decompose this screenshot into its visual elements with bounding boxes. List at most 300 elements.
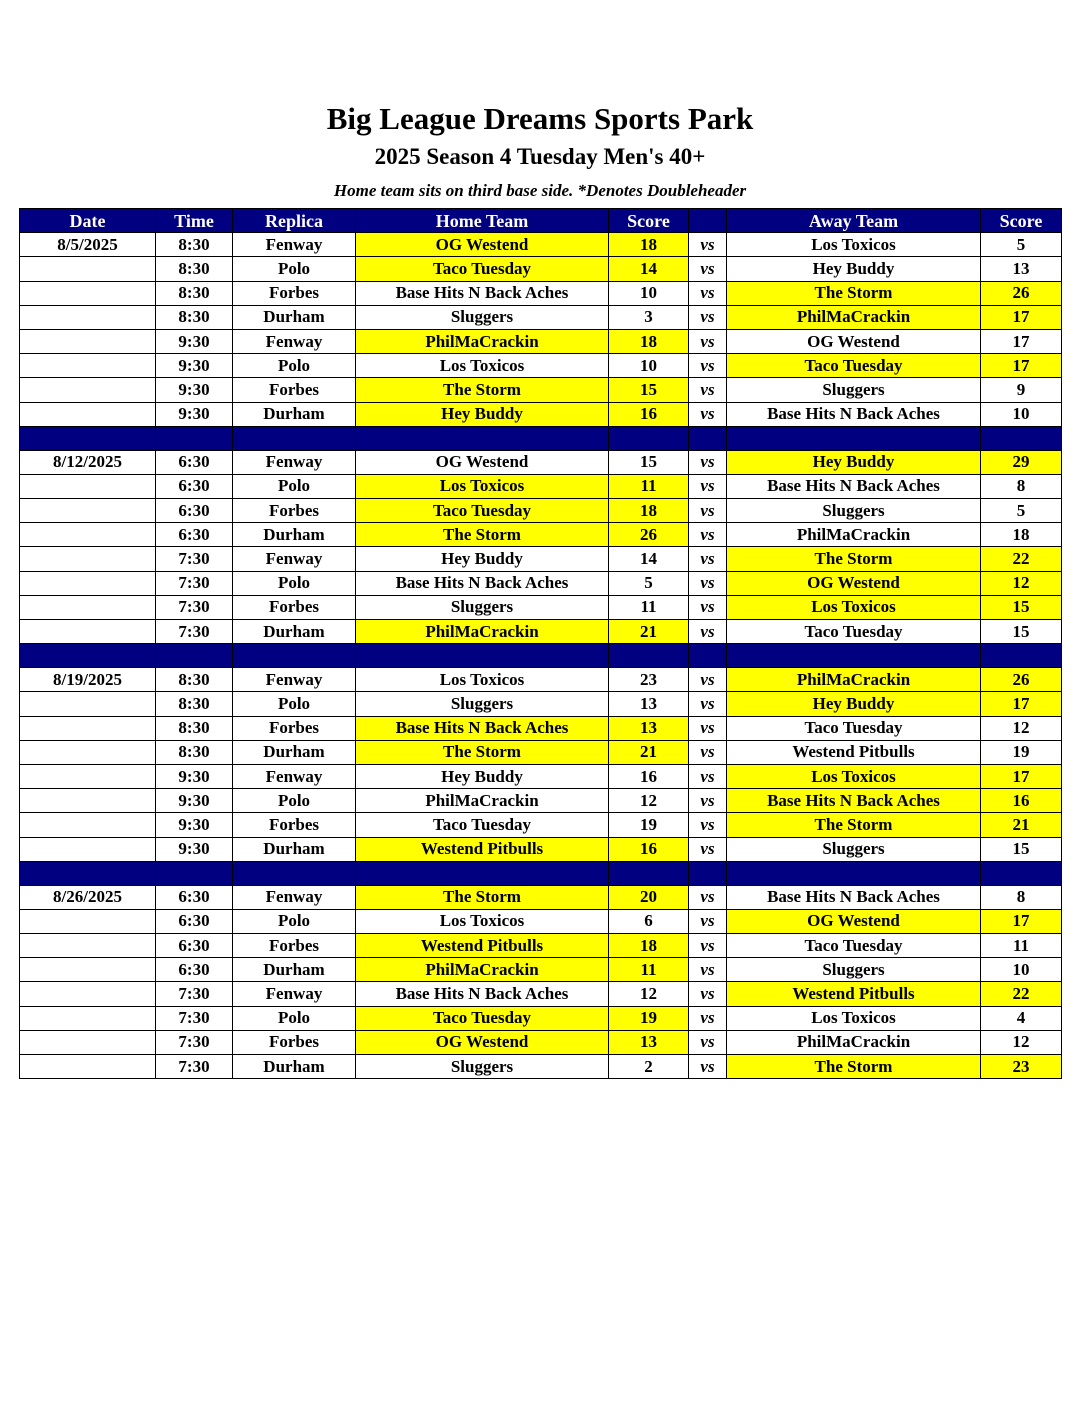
away-score: 21	[981, 813, 1062, 837]
schedule-body	[20, 233, 1062, 1079]
game-row	[20, 740, 1062, 764]
home-score: 13	[609, 692, 689, 716]
vs-label: vs	[689, 716, 727, 740]
game-replica: Fenway	[233, 764, 356, 788]
home-score: 13	[609, 1030, 689, 1054]
game-date	[20, 909, 156, 933]
away-score: 17	[981, 329, 1062, 353]
away-score: 17	[981, 305, 1062, 329]
vs-label: vs	[689, 789, 727, 813]
game-date	[20, 523, 156, 547]
vs-label: vs	[689, 595, 727, 619]
game-date	[20, 692, 156, 716]
home-score: 21	[609, 740, 689, 764]
game-row	[20, 668, 1062, 692]
game-replica: Polo	[233, 571, 356, 595]
away-team: PhilMaCrackin	[727, 1030, 981, 1054]
game-row	[20, 982, 1062, 1006]
game-replica: Polo	[233, 692, 356, 716]
home-team: OG Westend	[356, 233, 609, 257]
game-row	[20, 1006, 1062, 1030]
game-row	[20, 329, 1062, 353]
home-score: 16	[609, 402, 689, 426]
separator-cell	[20, 861, 156, 885]
game-replica: Polo	[233, 474, 356, 498]
away-team: Base Hits N Back Aches	[727, 789, 981, 813]
home-team: Westend Pitbulls	[356, 934, 609, 958]
game-time: 6:30	[156, 909, 233, 933]
game-date	[20, 620, 156, 644]
home-score: 11	[609, 958, 689, 982]
separator-cell	[233, 644, 356, 668]
separator-cell	[609, 644, 689, 668]
game-replica: Fenway	[233, 329, 356, 353]
game-date	[20, 1006, 156, 1030]
away-team: Base Hits N Back Aches	[727, 402, 981, 426]
game-row	[20, 281, 1062, 305]
game-date	[20, 378, 156, 402]
vs-label: vs	[689, 354, 727, 378]
away-team: OG Westend	[727, 571, 981, 595]
away-score: 5	[981, 233, 1062, 257]
game-time: 8:30	[156, 668, 233, 692]
game-time: 6:30	[156, 958, 233, 982]
game-time: 8:30	[156, 257, 233, 281]
game-replica: Fenway	[233, 885, 356, 909]
home-team: PhilMaCrackin	[356, 958, 609, 982]
game-row	[20, 620, 1062, 644]
home-team: The Storm	[356, 740, 609, 764]
game-row	[20, 354, 1062, 378]
separator-cell	[609, 861, 689, 885]
game-replica: Durham	[233, 1055, 356, 1079]
game-replica: Forbes	[233, 595, 356, 619]
vs-label: vs	[689, 885, 727, 909]
vs-label: vs	[689, 1055, 727, 1079]
game-date	[20, 716, 156, 740]
separator-cell	[727, 861, 981, 885]
away-score: 26	[981, 668, 1062, 692]
game-date	[20, 329, 156, 353]
game-date	[20, 474, 156, 498]
away-score: 12	[981, 571, 1062, 595]
separator-cell	[233, 861, 356, 885]
home-score: 16	[609, 764, 689, 788]
col-header-away-score: Score	[981, 209, 1062, 233]
home-team: Los Toxicos	[356, 474, 609, 498]
home-team: The Storm	[356, 885, 609, 909]
away-team: Base Hits N Back Aches	[727, 474, 981, 498]
away-team: PhilMaCrackin	[727, 305, 981, 329]
vs-label: vs	[689, 523, 727, 547]
home-team: Taco Tuesday	[356, 499, 609, 523]
game-replica: Forbes	[233, 378, 356, 402]
week-separator-row	[20, 644, 1062, 668]
away-team: Sluggers	[727, 837, 981, 861]
game-row	[20, 305, 1062, 329]
vs-label: vs	[689, 571, 727, 595]
game-time: 7:30	[156, 1055, 233, 1079]
game-date	[20, 1055, 156, 1079]
separator-cell	[156, 426, 233, 450]
vs-label: vs	[689, 764, 727, 788]
col-header-date: Date	[20, 209, 156, 233]
home-score: 14	[609, 257, 689, 281]
home-team: Taco Tuesday	[356, 1006, 609, 1030]
home-team: Base Hits N Back Aches	[356, 982, 609, 1006]
away-team: Hey Buddy	[727, 692, 981, 716]
away-team: OG Westend	[727, 329, 981, 353]
separator-cell	[981, 426, 1062, 450]
game-time: 9:30	[156, 329, 233, 353]
game-date	[20, 764, 156, 788]
vs-label: vs	[689, 813, 727, 837]
home-team: Base Hits N Back Aches	[356, 571, 609, 595]
vs-label: vs	[689, 281, 727, 305]
game-row	[20, 499, 1062, 523]
col-header-home-score: Score	[609, 209, 689, 233]
game-date	[20, 499, 156, 523]
away-score: 22	[981, 982, 1062, 1006]
week-separator-row	[20, 861, 1062, 885]
home-team: The Storm	[356, 523, 609, 547]
game-date: 8/12/2025	[20, 450, 156, 474]
away-score: 13	[981, 257, 1062, 281]
game-replica: Durham	[233, 402, 356, 426]
separator-cell	[689, 861, 727, 885]
week-separator-row	[20, 426, 1062, 450]
away-team: Westend Pitbulls	[727, 982, 981, 1006]
away-score: 5	[981, 499, 1062, 523]
separator-cell	[356, 861, 609, 885]
home-team: The Storm	[356, 378, 609, 402]
game-date	[20, 595, 156, 619]
vs-label: vs	[689, 402, 727, 426]
away-score: 17	[981, 909, 1062, 933]
away-team: PhilMaCrackin	[727, 523, 981, 547]
game-row	[20, 837, 1062, 861]
separator-cell	[156, 644, 233, 668]
vs-label: vs	[689, 837, 727, 861]
away-score: 17	[981, 354, 1062, 378]
home-score: 15	[609, 450, 689, 474]
game-row	[20, 233, 1062, 257]
separator-cell	[20, 426, 156, 450]
vs-label: vs	[689, 499, 727, 523]
away-team: The Storm	[727, 281, 981, 305]
page-title: Big League Dreams Sports Park	[326, 101, 754, 136]
game-row	[20, 523, 1062, 547]
game-replica: Polo	[233, 1006, 356, 1030]
col-header-time: Time	[156, 209, 233, 233]
game-time: 6:30	[156, 934, 233, 958]
game-row	[20, 789, 1062, 813]
home-score: 18	[609, 233, 689, 257]
home-team: Los Toxicos	[356, 354, 609, 378]
vs-label: vs	[689, 257, 727, 281]
game-row	[20, 402, 1062, 426]
game-row	[20, 474, 1062, 498]
game-row	[20, 378, 1062, 402]
vs-label: vs	[689, 547, 727, 571]
separator-cell	[689, 644, 727, 668]
game-row	[20, 692, 1062, 716]
separator-cell	[20, 644, 156, 668]
game-time: 7:30	[156, 547, 233, 571]
away-team: Sluggers	[727, 378, 981, 402]
table-header-row	[20, 209, 1062, 233]
home-team: Los Toxicos	[356, 909, 609, 933]
away-team: Sluggers	[727, 499, 981, 523]
game-replica: Durham	[233, 837, 356, 861]
home-score: 3	[609, 305, 689, 329]
separator-cell	[727, 426, 981, 450]
game-time: 7:30	[156, 982, 233, 1006]
home-team: Hey Buddy	[356, 402, 609, 426]
home-score: 11	[609, 474, 689, 498]
vs-label: vs	[689, 982, 727, 1006]
game-time: 9:30	[156, 402, 233, 426]
away-team: Los Toxicos	[727, 595, 981, 619]
away-team: Taco Tuesday	[727, 354, 981, 378]
game-time: 7:30	[156, 1030, 233, 1054]
col-header-replica: Replica	[233, 209, 356, 233]
away-score: 8	[981, 885, 1062, 909]
game-time: 6:30	[156, 499, 233, 523]
game-replica: Fenway	[233, 450, 356, 474]
away-team: PhilMaCrackin	[727, 668, 981, 692]
home-score: 12	[609, 982, 689, 1006]
away-score: 17	[981, 764, 1062, 788]
home-team: PhilMaCrackin	[356, 329, 609, 353]
game-date: 8/19/2025	[20, 668, 156, 692]
home-score: 14	[609, 547, 689, 571]
away-score: 12	[981, 1030, 1062, 1054]
home-team: Sluggers	[356, 305, 609, 329]
away-team: Taco Tuesday	[727, 620, 981, 644]
game-time: 8:30	[156, 740, 233, 764]
separator-cell	[156, 861, 233, 885]
game-row	[20, 885, 1062, 909]
col-header-vs	[689, 209, 727, 233]
away-score: 19	[981, 740, 1062, 764]
game-date	[20, 402, 156, 426]
away-score: 23	[981, 1055, 1062, 1079]
game-row	[20, 716, 1062, 740]
game-replica: Durham	[233, 523, 356, 547]
away-team: The Storm	[727, 813, 981, 837]
vs-label: vs	[689, 1030, 727, 1054]
home-team: Base Hits N Back Aches	[356, 716, 609, 740]
game-row	[20, 547, 1062, 571]
game-row	[20, 909, 1062, 933]
home-score: 6	[609, 909, 689, 933]
game-date: 8/26/2025	[20, 885, 156, 909]
away-team: Taco Tuesday	[727, 934, 981, 958]
game-time: 7:30	[156, 1006, 233, 1030]
schedule-note: Home team sits on third base side. *Denotes Doubleheader	[333, 181, 747, 200]
home-team: Base Hits N Back Aches	[356, 281, 609, 305]
game-row	[20, 813, 1062, 837]
vs-label: vs	[689, 1006, 727, 1030]
vs-label: vs	[689, 305, 727, 329]
game-row	[20, 958, 1062, 982]
game-time: 9:30	[156, 837, 233, 861]
vs-label: vs	[689, 474, 727, 498]
game-replica: Fenway	[233, 233, 356, 257]
away-score: 12	[981, 716, 1062, 740]
away-score: 10	[981, 402, 1062, 426]
game-date	[20, 958, 156, 982]
game-replica: Polo	[233, 257, 356, 281]
vs-label: vs	[689, 450, 727, 474]
home-score: 19	[609, 813, 689, 837]
game-time: 9:30	[156, 354, 233, 378]
away-team: Base Hits N Back Aches	[727, 885, 981, 909]
vs-label: vs	[689, 934, 727, 958]
away-team: Hey Buddy	[727, 257, 981, 281]
home-score: 16	[609, 837, 689, 861]
game-time: 9:30	[156, 378, 233, 402]
home-team: Hey Buddy	[356, 547, 609, 571]
separator-cell	[233, 426, 356, 450]
away-score: 15	[981, 837, 1062, 861]
separator-cell	[356, 644, 609, 668]
game-date	[20, 305, 156, 329]
home-score: 23	[609, 668, 689, 692]
game-date	[20, 257, 156, 281]
game-date	[20, 354, 156, 378]
home-team: OG Westend	[356, 450, 609, 474]
away-score: 8	[981, 474, 1062, 498]
game-time: 6:30	[156, 523, 233, 547]
game-time: 9:30	[156, 764, 233, 788]
game-replica: Durham	[233, 305, 356, 329]
game-time: 9:30	[156, 789, 233, 813]
home-team: Sluggers	[356, 692, 609, 716]
game-date	[20, 1030, 156, 1054]
game-date	[20, 982, 156, 1006]
away-score: 26	[981, 281, 1062, 305]
game-row	[20, 450, 1062, 474]
separator-cell	[689, 426, 727, 450]
vs-label: vs	[689, 620, 727, 644]
home-score: 18	[609, 499, 689, 523]
home-score: 18	[609, 329, 689, 353]
separator-cell	[981, 861, 1062, 885]
col-header-home-team: Home Team	[356, 209, 609, 233]
away-team: Sluggers	[727, 958, 981, 982]
home-score: 26	[609, 523, 689, 547]
game-time: 8:30	[156, 281, 233, 305]
home-score: 2	[609, 1055, 689, 1079]
vs-label: vs	[689, 233, 727, 257]
game-replica: Forbes	[233, 1030, 356, 1054]
page-subtitle: 2025 Season 4 Tuesday Men's 40+	[374, 144, 706, 169]
away-team: Los Toxicos	[727, 1006, 981, 1030]
away-team: Westend Pitbulls	[727, 740, 981, 764]
game-date	[20, 837, 156, 861]
game-date	[20, 571, 156, 595]
game-replica: Forbes	[233, 281, 356, 305]
separator-cell	[727, 644, 981, 668]
away-score: 15	[981, 620, 1062, 644]
game-replica: Fenway	[233, 547, 356, 571]
home-score: 5	[609, 571, 689, 595]
game-row	[20, 764, 1062, 788]
away-score: 17	[981, 692, 1062, 716]
home-team: Sluggers	[356, 595, 609, 619]
away-team: The Storm	[727, 1055, 981, 1079]
home-score: 10	[609, 354, 689, 378]
game-replica: Forbes	[233, 716, 356, 740]
game-replica: Durham	[233, 620, 356, 644]
home-score: 21	[609, 620, 689, 644]
vs-label: vs	[689, 692, 727, 716]
vs-label: vs	[689, 958, 727, 982]
game-replica: Forbes	[233, 934, 356, 958]
separator-cell	[981, 644, 1062, 668]
game-time: 6:30	[156, 450, 233, 474]
vs-label: vs	[689, 329, 727, 353]
game-time: 7:30	[156, 620, 233, 644]
game-replica: Polo	[233, 354, 356, 378]
game-replica: Durham	[233, 740, 356, 764]
away-team: Hey Buddy	[727, 450, 981, 474]
away-team: Los Toxicos	[727, 233, 981, 257]
game-row	[20, 257, 1062, 281]
away-team: OG Westend	[727, 909, 981, 933]
home-team: PhilMaCrackin	[356, 620, 609, 644]
home-score: 15	[609, 378, 689, 402]
game-replica: Polo	[233, 909, 356, 933]
game-row	[20, 595, 1062, 619]
game-replica: Fenway	[233, 982, 356, 1006]
away-team: The Storm	[727, 547, 981, 571]
game-row	[20, 571, 1062, 595]
col-header-away-team: Away Team	[727, 209, 981, 233]
game-date	[20, 547, 156, 571]
away-score: 29	[981, 450, 1062, 474]
home-score: 20	[609, 885, 689, 909]
vs-label: vs	[689, 378, 727, 402]
game-time: 6:30	[156, 885, 233, 909]
away-score: 16	[981, 789, 1062, 813]
away-score: 15	[981, 595, 1062, 619]
game-time: 7:30	[156, 595, 233, 619]
game-row	[20, 934, 1062, 958]
separator-cell	[356, 426, 609, 450]
separator-cell	[609, 426, 689, 450]
home-team: PhilMaCrackin	[356, 789, 609, 813]
home-score: 12	[609, 789, 689, 813]
home-team: Sluggers	[356, 1055, 609, 1079]
away-team: Taco Tuesday	[727, 716, 981, 740]
game-date: 8/5/2025	[20, 233, 156, 257]
game-time: 9:30	[156, 813, 233, 837]
game-replica: Forbes	[233, 499, 356, 523]
home-score: 11	[609, 595, 689, 619]
away-team: Los Toxicos	[727, 764, 981, 788]
game-replica: Polo	[233, 789, 356, 813]
game-row	[20, 1055, 1062, 1079]
game-time: 6:30	[156, 474, 233, 498]
game-date	[20, 281, 156, 305]
away-score: 9	[981, 378, 1062, 402]
game-replica: Fenway	[233, 668, 356, 692]
home-team: Taco Tuesday	[356, 257, 609, 281]
game-row	[20, 1030, 1062, 1054]
